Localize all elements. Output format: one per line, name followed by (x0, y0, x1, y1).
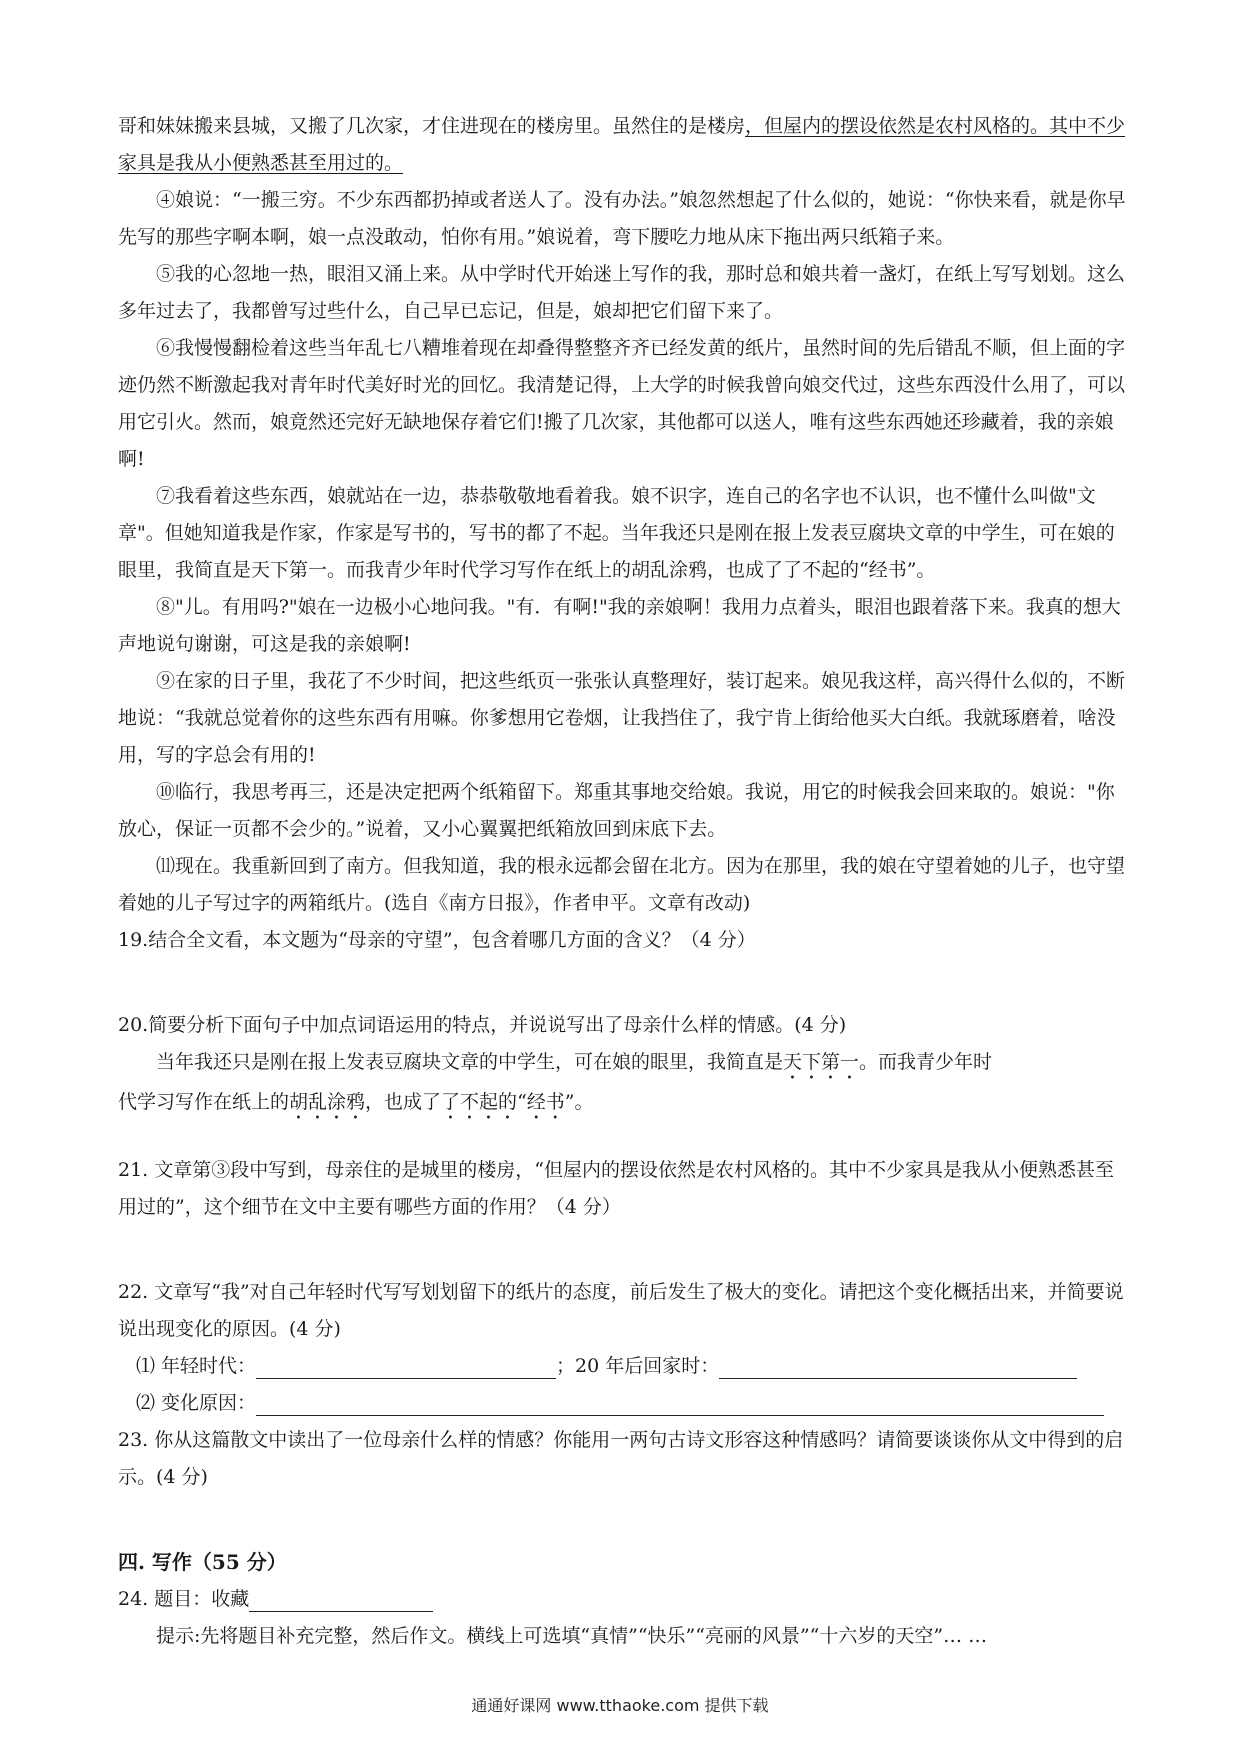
paragraph-3-underlined: ，但屋内的摆设依然是农村风格的。其中不少家具是我从小便熟悉甚至用过的。 (118, 115, 1126, 174)
paragraph-11: ⑾现在。我重新回到了南方。但我知道，我的根永远都会留在北方。因为在那里，我的娘在守望着她的儿子，也守望着她的儿子写过字的两箱纸片。(选自《南方日报》，作者申平。文章有改动) (118, 855, 1126, 914)
question-21: 21. 文章第③段中写到，母亲住的是城里的楼房，“但屋内的摆设依然是农村风格的。其中不少家具是我从小便熟悉甚至用过的”，这个细节在文中主要有哪些方面的作用？（4 分） (118, 1159, 1114, 1218)
answer-line-youth[interactable] (256, 1356, 556, 1379)
question-22-item-2: ⑵ 变化原因： (118, 1385, 1128, 1422)
question-20-sentence-line-2: 代学习写作在纸上的胡乱涂鸦，也成了了不起的“经书”。 (118, 1091, 594, 1113)
document-body (118, 108, 1128, 1655)
dotted-phrase-2: 胡乱涂鸦 (289, 1091, 366, 1113)
paragraph-7: ⑦我看着这些东西，娘就站在一边，恭恭敬敬地看着我。娘不识字，连自己的名字也不认识，也不懂什么叫做"文章"。但她知道我是作家，作家是写书的，写书的都了不起。当年我还只是刚在报上发表豆腐块文章的中学生，可在娘的眼里，我简直是天下第一。而我青少年时代学习写作在纸上的胡乱涂鸦，也成了了不起的“经书”。 (118, 485, 1115, 581)
dotted-phrase-4: “经书” (517, 1091, 575, 1113)
answer-space-20[interactable] (118, 1124, 1128, 1152)
paragraph-10: ⑩临行，我思考再三，还是决定把两个纸箱留下。郑重其事地交给娘。我说，用它的时候我会回来取的。娘说："你放心，保证一页都不会少的。”说着，又小心翼翼把纸箱放回到床底下去。 (118, 781, 1115, 840)
question-22-item-1: ⑴ 年轻时代： ；20 年后回家时： (118, 1348, 1128, 1385)
paragraph-9: ⑨在家的日子里，我花了不少时间，把这些纸页一张张认真整理好，装订起来。娘见我这样，高兴得什么似的，不断地说：“我就总觉着你的这些东西有用嘛。你爹想用它卷烟，让我挡住了，我宁肯上街给他买大白纸。我就琢磨着，啥没用，写的字总会有用的! (118, 670, 1126, 766)
question-23: 23. 你从这篇散文中读出了一位母亲什么样的情感？你能用一两句古诗文形容这种情感吗？请简要谈谈你从文中得到的启示。(4 分) (118, 1429, 1124, 1488)
paragraph-3-text: 哥和妹妹搬来县城，又搬了几次家，才住进现在的楼房里。虽然住的是楼房 (118, 115, 746, 137)
answer-line-after-20-years[interactable] (719, 1356, 1077, 1379)
question-24: 24. 题目：收藏 (118, 1581, 1128, 1618)
answer-line-reason[interactable] (256, 1393, 1104, 1416)
answer-space-19[interactable] (118, 959, 1128, 1007)
dotted-phrase-3: 了不起的 (441, 1091, 518, 1113)
question-22: 22. 文章写“我”对自己年轻时代写写划划留下的纸片的态度，前后发生了极大的变化。请把这个变化概括出来，并简要说说出现变化的原因。(4 分) (118, 1281, 1124, 1340)
answer-space-21[interactable] (118, 1226, 1128, 1274)
question-19: 19.结合全文看，本文题为“母亲的守望”，包含着哪几方面的含义？（4 分） (118, 929, 756, 951)
paragraph-8: ⑧"儿。有用吗?"娘在一边极小心地问我。"有．有啊!"我的亲娘啊！我用力点着头，眼泪也跟着落下来。我真的想大声地说句谢谢，可这是我的亲娘啊! (118, 596, 1121, 655)
question-20: 20.简要分析下面句子中加点词语运用的特点，并说说写出了母亲什么样的情感。(4 分) (118, 1014, 847, 1036)
title-blank-line[interactable] (249, 1589, 433, 1612)
section-4-heading: 四. 写作（55 分） (118, 1550, 287, 1574)
answer-space-23[interactable] (118, 1496, 1128, 1544)
paragraph-4: ④娘说：“一搬三穷。不少东西都扔掉或者送人了。没有办法。”娘忽然想起了什么似的，她说：“你快来看，就是你早先写的那些字啊本啊，娘一点没敢动，怕你有用。”娘说着，弯下腰吃力地从床下拖出两只纸箱子来。 (118, 189, 1126, 248)
question-20-sentence-line-1: 当年我还只是刚在报上发表豆腐块文章的中学生，可在娘的眼里，我简直是天下第一。而我青少年时 (156, 1051, 993, 1073)
paragraph-5: ⑤我的心忽地一热，眼泪又涌上来。从中学时代开始迷上写作的我，那时总和娘共着一盏灯，在纸上写写划划。这么多年过去了，我都曾写过些什么，自己早已忘记，但是，娘却把它们留下来了。 (118, 263, 1126, 322)
paragraph-3 (118, 108, 1128, 182)
page-footer: 通通好课网 www.tthaoke.com 提供下载 (471, 1696, 769, 1715)
paragraph-6: ⑥我慢慢翻检着这些当年乱七八糟堆着现在却叠得整整齐齐已经发黄的纸片，虽然时间的先后错乱不顺，但上面的字迹仍然不断激起我对青年时代美好时光的回忆。我清楚记得，上大学的时候我曾向娘交代过，这些东西没什么用了，可以用它引火。然而，娘竟然还完好无缺地保存着它们!搬了几次家，其他都可以送人，唯有这些东西她还珍藏着，我的亲娘啊! (118, 337, 1126, 470)
dotted-phrase-1: 天下第一 (783, 1051, 860, 1073)
writing-hint: 提示:先将题目补充完整，然后作文。横线上可选填“真情”“快乐”“亮丽的风景”“十六岁的天空”… … (156, 1625, 988, 1647)
